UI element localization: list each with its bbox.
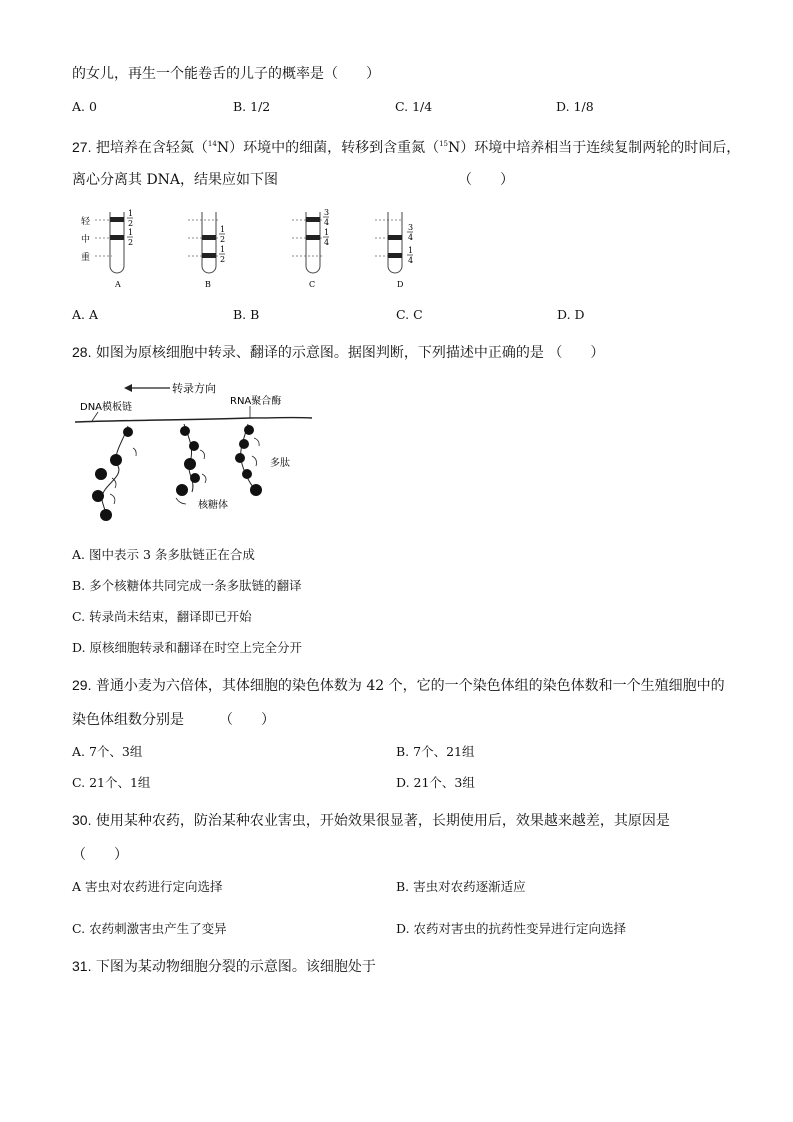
q30-stem: 30. 使用某种农药，防治某种农业害虫，开始效果很显著，长期使用后，效果越来越差，其原因是 — [72, 812, 670, 829]
arrow-head-icon — [124, 384, 132, 392]
svg-text:2: 2 — [128, 238, 134, 247]
band-medium — [306, 235, 320, 240]
q27-stem: 27. 把培养在含轻氮（$^{14}$N）环境中的细菌，转移到含重氮（$^{15}$N）环境中培养相当于连续复制两轮的时间后， — [72, 139, 741, 156]
mrna-strand-3 — [235, 424, 262, 496]
ribosome-icon — [180, 426, 190, 436]
q30-stem-line2: （ ） — [72, 847, 128, 863]
tube-b-label: B — [205, 280, 211, 289]
q29-option-b[interactable]: B. 7个、21组 — [396, 744, 475, 759]
transcription-translation-figure — [72, 374, 322, 534]
q27-option-a[interactable]: A. A — [72, 307, 99, 322]
ribosome-icon — [235, 453, 245, 463]
band-medium — [110, 235, 124, 240]
ribosome-icon — [176, 484, 188, 496]
dna-template-label: DNA模板链 — [80, 402, 133, 413]
ribosome-icon — [190, 473, 200, 483]
q27-answer-paren: （ ） — [458, 172, 514, 188]
isotope-15: 15 — [439, 140, 449, 148]
band-light — [110, 217, 124, 222]
q27-option-b[interactable]: B. B — [233, 307, 260, 322]
ribosome-icon — [100, 509, 112, 521]
q29-option-c[interactable]: C. 21个、1组 — [72, 775, 151, 790]
tube-c-label: C — [309, 280, 316, 289]
svg-text:4: 4 — [408, 256, 414, 265]
ribosome-icon — [184, 458, 196, 470]
ribosome-icon — [123, 427, 133, 437]
label-heavy: 重 — [81, 253, 91, 263]
rna-polymerase-label: RNA聚合酶 — [230, 396, 282, 407]
svg-text:4: 4 — [408, 233, 414, 242]
q27-number: 27. — [72, 139, 92, 155]
svg-text:1: 1 — [128, 228, 134, 237]
q28-option-c[interactable]: C. 转录尚未结束，翻译即已开始 — [72, 609, 252, 624]
q27-option-d[interactable]: D. D — [557, 307, 585, 322]
q30-option-b[interactable]: B. 害虫对农药逐渐适应 — [396, 879, 526, 894]
svg-text:1: 1 — [220, 245, 226, 254]
q30-option-c[interactable]: C. 农药刺激害虫产生了变异 — [72, 921, 227, 936]
tube-b — [188, 212, 225, 289]
isotope-14: 14 — [207, 140, 217, 148]
ribosome-icon — [239, 439, 249, 449]
ribosome-icon — [92, 490, 104, 502]
q30-number: 30. — [72, 812, 92, 828]
svg-text:1: 1 — [220, 225, 226, 234]
svg-text:1: 1 — [408, 246, 414, 255]
q27-option-c[interactable]: C. C — [396, 307, 423, 322]
label-light: 轻 — [81, 217, 91, 227]
svg-text:1: 1 — [324, 228, 330, 237]
band-light — [306, 217, 320, 222]
svg-text:3: 3 — [408, 223, 414, 232]
q26-option-a[interactable]: A. 0 — [72, 99, 97, 114]
svg-text:4: 4 — [324, 238, 330, 247]
ribosome-icon — [244, 425, 254, 435]
q30-option-a[interactable]: A 害虫对农药进行定向选择 — [72, 879, 223, 894]
svg-text:3: 3 — [324, 208, 330, 217]
q29-stem: 29. 普通小麦为六倍体，其体细胞的染色体数为 42 个，它的一个染色体组的染色体数和一个生殖细胞中的 — [72, 677, 725, 694]
ribosome-icon — [242, 469, 252, 479]
centrifuge-tubes-figure — [70, 204, 430, 296]
band-medium — [202, 235, 216, 240]
q28-number: 28. — [72, 344, 92, 360]
q29-number: 29. — [72, 677, 92, 693]
label-medium: 中 — [81, 235, 91, 245]
mrna-strand-2 — [176, 424, 206, 504]
q28-option-d[interactable]: D. 原核细胞转录和翻译在时空上完全分开 — [72, 640, 303, 655]
ribosome-icon — [189, 441, 199, 451]
ribosome-icon — [250, 484, 262, 496]
tube-a — [95, 209, 133, 289]
q29-stem-line2: 染色体组数分别是 （ ） — [72, 712, 275, 728]
q27-stem-line2: 离心分离其 DNA，结果应如下图 — [72, 172, 279, 188]
q28-stem: 28. 如图为原核细胞中转录、翻译的示意图。据图判断，下列描述中正确的是 （ ） — [72, 344, 605, 361]
svg-text:4: 4 — [324, 218, 330, 227]
tube-d — [375, 212, 413, 289]
ribosome-icon — [110, 454, 122, 466]
dna-strand — [75, 418, 312, 422]
q31-number: 31. — [72, 958, 92, 974]
ribosome-label: 核糖体 — [198, 500, 228, 511]
tube-d-label: D — [397, 280, 404, 289]
tube-c — [292, 208, 329, 289]
band-medium — [388, 235, 402, 240]
q26-option-b[interactable]: B. 1/2 — [233, 99, 271, 114]
q26-option-d[interactable]: D. 1/8 — [556, 99, 594, 114]
svg-text:1: 1 — [128, 209, 134, 218]
svg-text:2: 2 — [128, 219, 134, 228]
q30-option-d[interactable]: D. 农药对害虫的抗药性变异进行定向选择 — [396, 921, 627, 936]
q28-option-b[interactable]: B. 多个核糖体共同完成一条多肽链的翻译 — [72, 578, 302, 593]
mrna-strand-1 — [92, 426, 136, 521]
svg-text:2: 2 — [220, 255, 226, 264]
peptide-label: 多肽 — [270, 458, 290, 469]
q31-stem: 31. 下图为某动物细胞分裂的示意图。该细胞处于 — [72, 958, 376, 975]
q29-option-a[interactable]: A. 7个、3组 — [72, 744, 143, 759]
q26-stem-continuation: 的女儿，再生一个能卷舌的儿子的概率是（ ） — [72, 66, 380, 82]
direction-label: 转录方向 — [172, 382, 216, 395]
svg-text:2: 2 — [220, 235, 226, 244]
q28-option-a[interactable]: A. 图中表示 3 条多肽链正在合成 — [72, 547, 255, 562]
band-heavy — [388, 253, 402, 258]
q29-option-d[interactable]: D. 21个、3组 — [396, 775, 475, 790]
ribosome-icon — [95, 468, 107, 480]
band-heavy — [202, 253, 216, 258]
tube-a-label: A — [115, 280, 121, 289]
q26-option-c[interactable]: C. 1/4 — [395, 99, 433, 114]
